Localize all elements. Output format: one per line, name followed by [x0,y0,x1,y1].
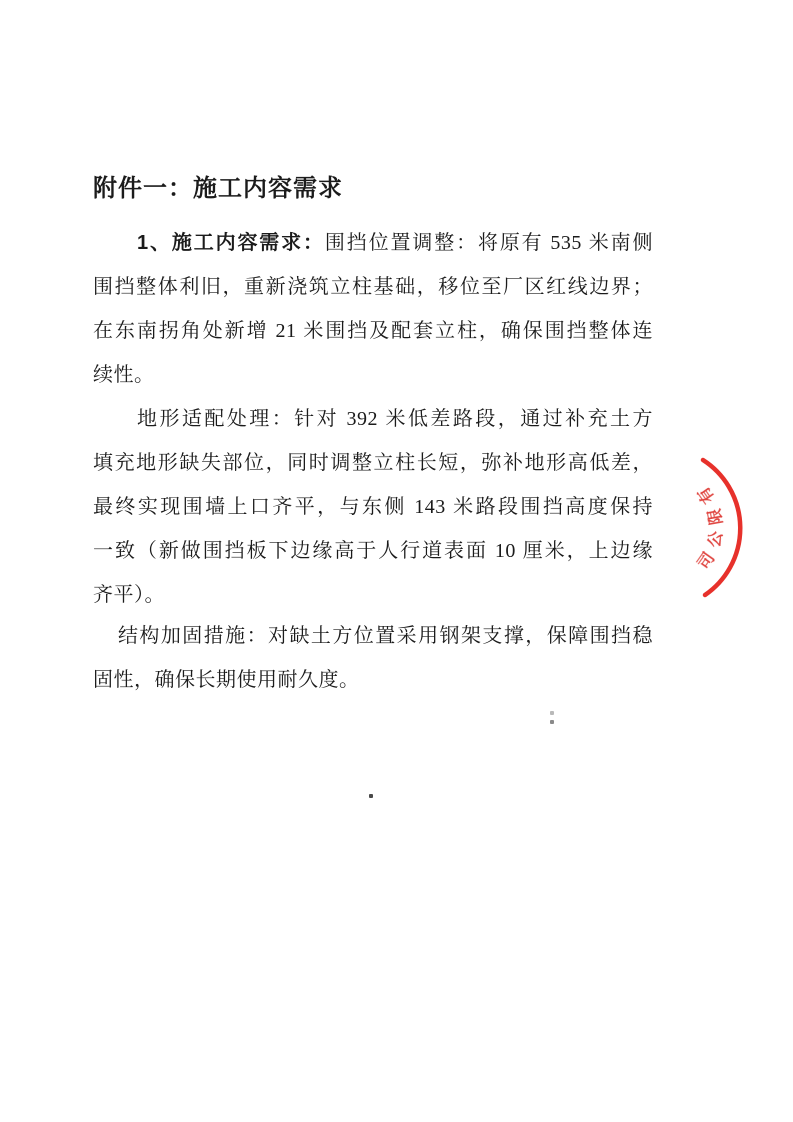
title-heading: 施工内容需求 [193,175,343,202]
seal-character: 限 [706,507,726,527]
scan-speck [550,711,554,715]
scan-speck [369,794,373,798]
seal-character: 司 [695,549,719,573]
seal-character: 公 [705,529,726,550]
text-line: 固性，确保长期使用耐久度。 [93,669,360,691]
scan-speck [550,720,554,724]
text-line [93,221,653,265]
text-line: 续性。 [93,364,155,386]
text-line: 结构加固措施：对缺土方位置采用钢架支撑，保障围挡稳 [118,625,653,647]
paragraph-lead-bold: 1、施工内容需求： [137,232,325,254]
title-prefix: 附件一： [93,176,193,202]
text-line: 地形适配处理：针对 392 米低差路段，通过补充土方 [137,408,653,430]
text-line: 最终实现围墙上口齐平，与东侧 143 米路段围挡高度保持 [93,496,653,518]
text-run: 围挡位置调整：将原有 535 米南侧 [324,232,654,254]
text-line: 一致（新做围挡板下边缘高于人行道表面 10 厘米，上边缘 [93,540,653,562]
paragraph-fence-position [93,221,653,397]
paragraph-terrain-adaptation [93,397,653,617]
page-title [93,167,693,211]
seal-character: 有 [695,483,719,507]
text-line: 在东南拐角处新增 21 米围挡及配套立柱，确保围挡整体连 [93,320,653,342]
paragraph-structural-reinforcement [93,614,653,702]
text-line: 齐平）。 [93,584,165,606]
text-line: 围挡整体利旧，重新浇筑立柱基础，移位至厂区红线边界； [93,276,653,298]
text-line: 填充地形缺失部位，同时调整立柱长短，弥补地形高低差， [93,452,653,474]
